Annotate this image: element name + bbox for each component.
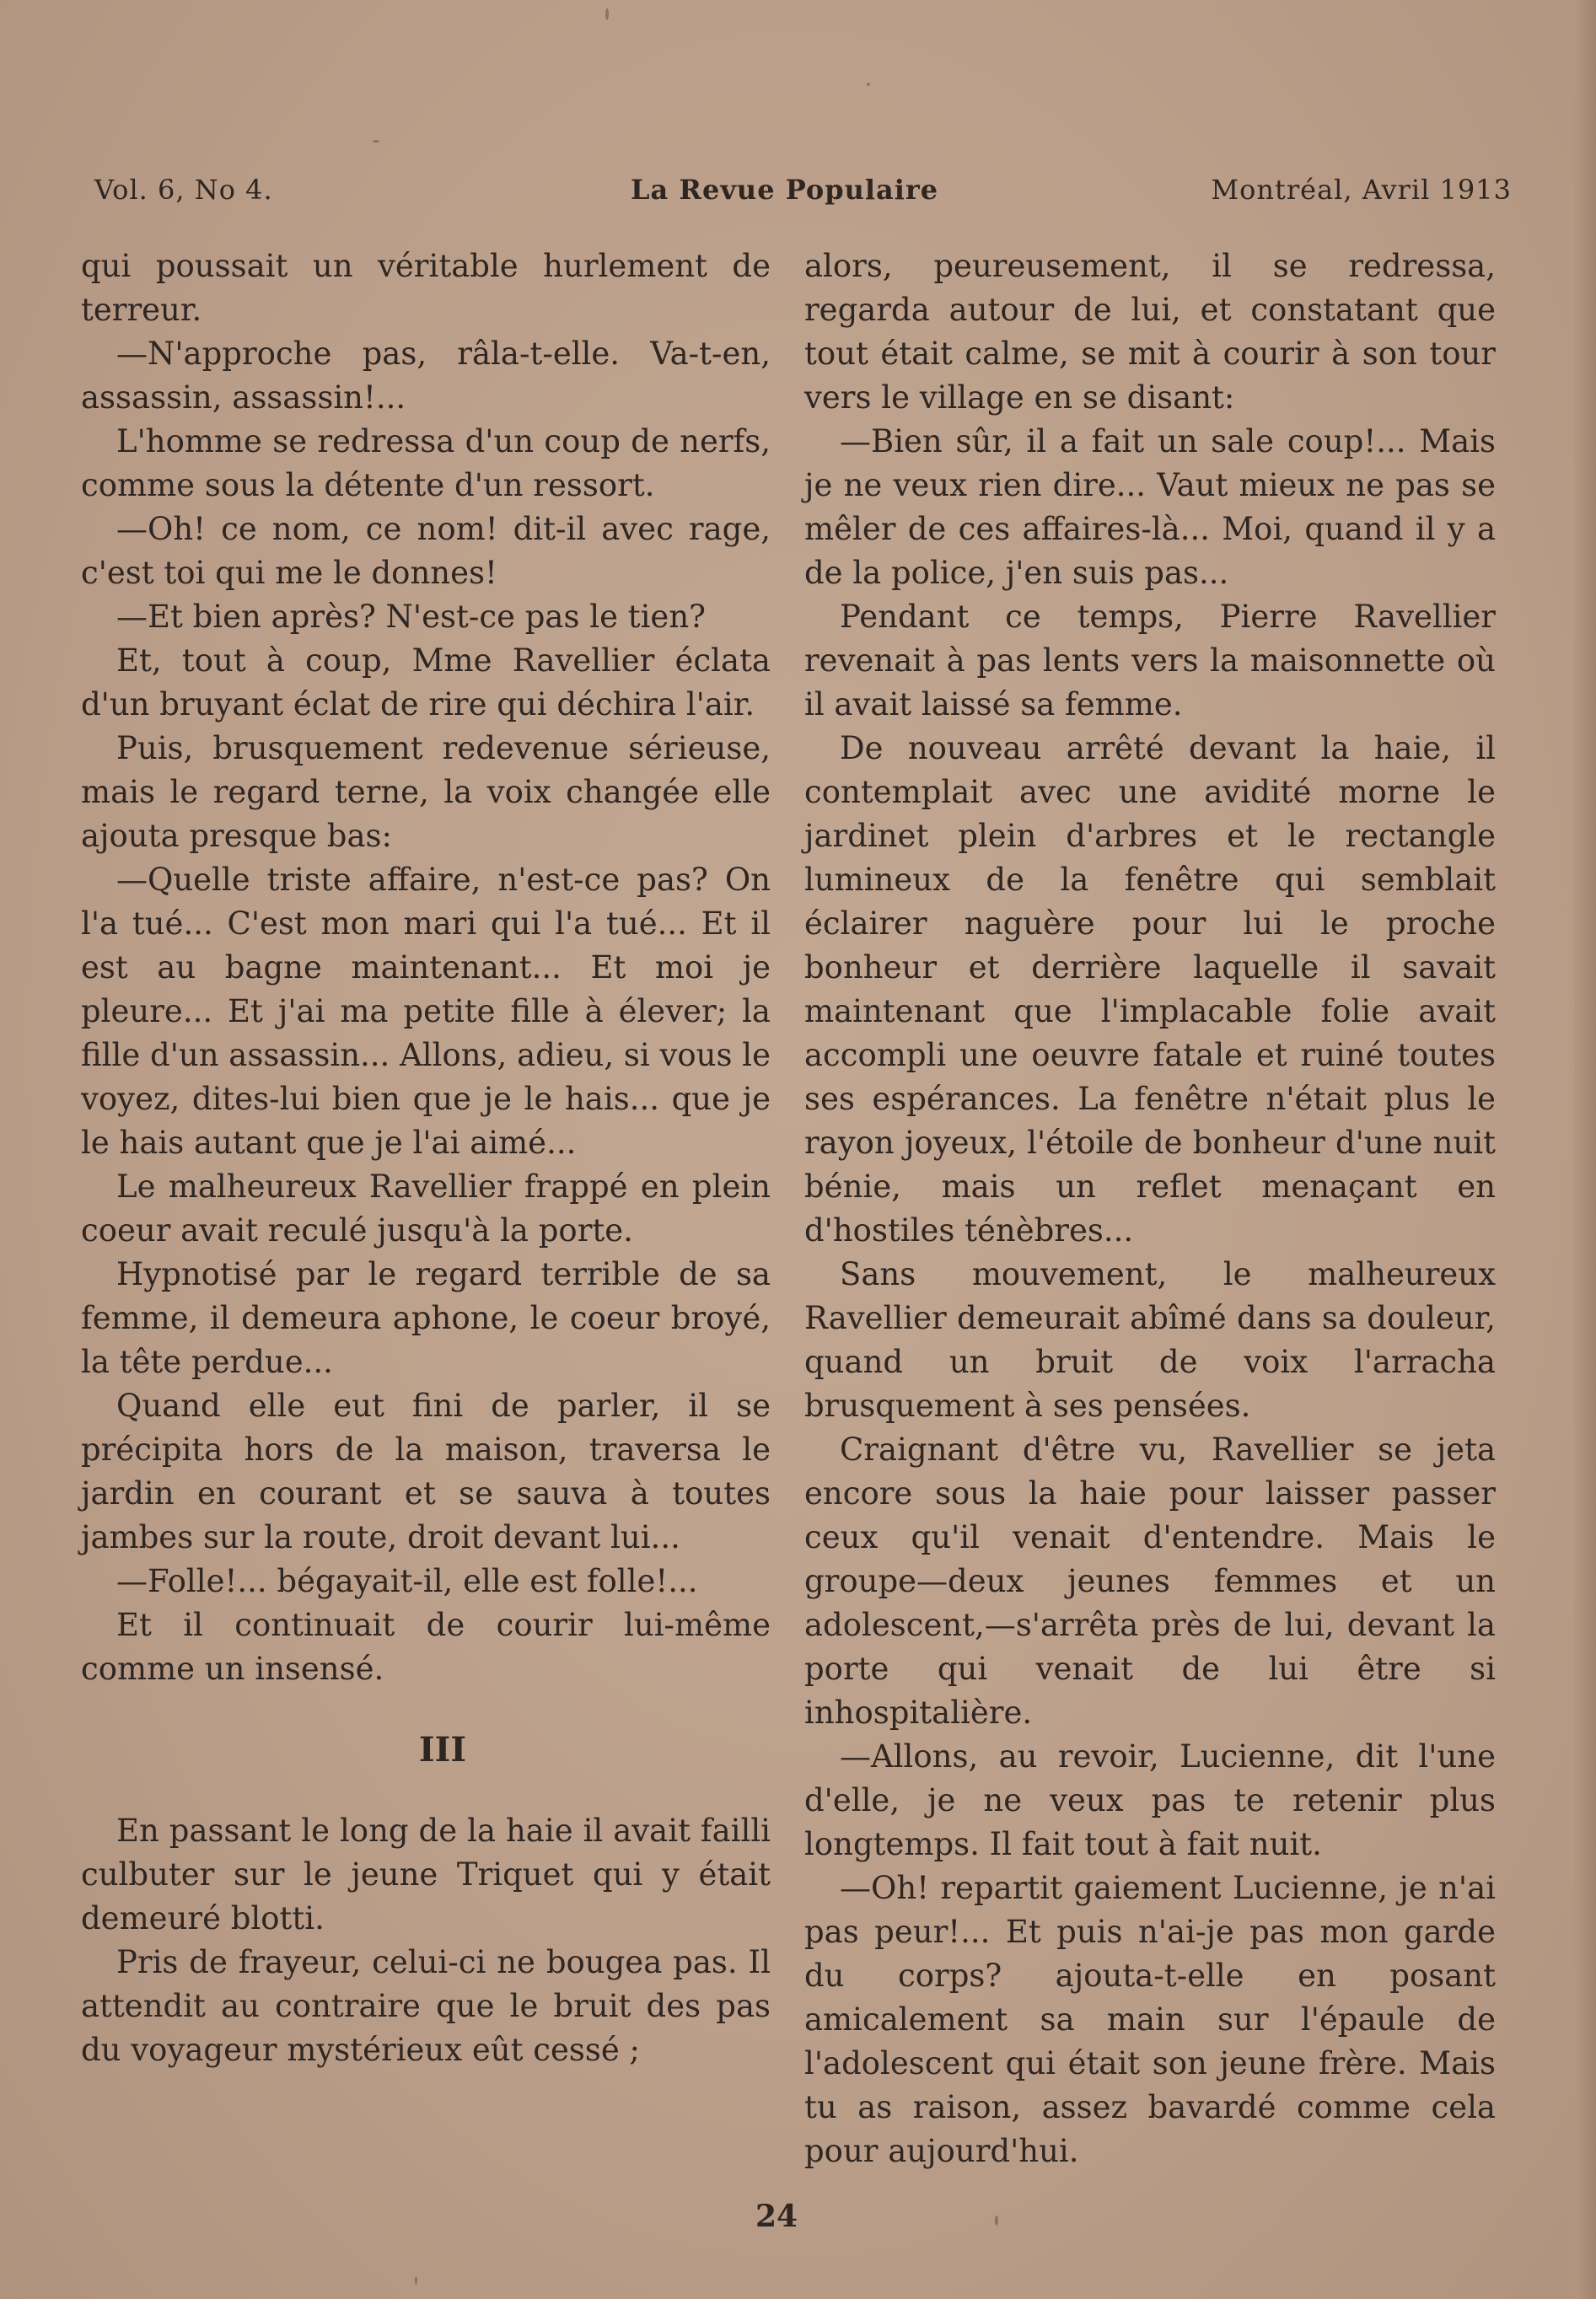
paragraph: alors, peureusement, il se redressa, regarda autour de lui, et constatant que tout était calme, se mit à courir à son tour vers le village en se disant: <box>804 248 1496 416</box>
paragraph: —Oh! ce nom, ce nom! dit-il avec rage, c'est toi qui me le donnes! <box>81 511 771 591</box>
paragraph: —Bien sûr, il a fait un sale coup!... Mais je ne veux rien dire... Vaut mieux ne pas se mêler de ces affaires-là... Moi, quand il y a de la police, j'en suis pas... <box>804 423 1496 591</box>
section-heading: III <box>418 1730 467 1770</box>
paragraph: Sans mouvement, le malheureux Ravellier demeurait abîmé dans sa douleur, quand un bruit de voix l'arracha brusquement à ses pensées. <box>804 1256 1496 1424</box>
paper-speck <box>995 2216 998 2226</box>
paper-speck <box>373 140 379 142</box>
paragraph: L'homme se redressa d'un coup de nerfs, comme sous la détente d'un ressort. <box>81 423 771 503</box>
header-volume: Vol. 6, No 4. <box>94 174 273 206</box>
paragraph: —Et bien après? N'est-ce pas le tien? <box>116 599 706 635</box>
paper-speck <box>605 8 609 20</box>
left-column <box>81 244 771 2072</box>
paragraph: —Allons, au revoir, Lucienne, dit l'une d'elle, je ne veux pas te retenir plus longtemps. Il fait tout à fait nuit. <box>804 1738 1496 1862</box>
paragraph: qui poussait un véritable hurlement de terreur. <box>81 248 771 328</box>
paragraph: —N'approche pas, râla-t-elle. Va-t-en, assassin, assassin!... <box>81 336 771 416</box>
paragraph: Pendant ce temps, Pierre Ravellier revenait à pas lents vers la maisonnette où il avait laissé sa femme. <box>804 599 1496 722</box>
paragraph: Et il continuait de courir lui-même comme un insensé. <box>81 1607 771 1687</box>
header-place-date: Montréal, Avril 1913 <box>1211 174 1512 206</box>
paragraph: Quand elle eut fini de parler, il se précipita hors de la maison, traversa le jardin en courant et se sauva à toutes jambes sur la route, droit devant lui... <box>81 1388 771 1555</box>
header-journal-title: La Revue Populaire <box>631 174 939 206</box>
paragraph: Puis, brusquement redevenue sérieuse, mais le regard terne, la voix changée elle ajouta presque bas: <box>81 730 771 854</box>
paragraph: Pris de frayeur, celui-ci ne bougea pas. Il attendit au contraire que le bruit des pas du voyageur mystérieux eût cessé ; <box>81 1944 771 2068</box>
paragraph: Hypnotisé par le regard terrible de sa femme, il demeura aphone, le coeur broyé, la tête perdue... <box>81 1256 771 1380</box>
running-header <box>94 174 1512 212</box>
paragraph: Le malheureux Ravellier frappé en plein coeur avait reculé jusqu'à la porte. <box>81 1168 771 1249</box>
paragraph: —Folle!... bégayait-il, elle est folle!... <box>116 1563 698 1599</box>
page-number: 24 <box>755 2199 798 2234</box>
paragraph: En passant le long de la haie il avait failli culbuter sur le jeune Triquet qui y était demeuré blotti. <box>81 1813 771 1936</box>
paragraph: —Oh! repartit gaiement Lucienne, je n'ai pas peur!... Et puis n'ai-je pas mon garde du corps? ajouta-t-elle en posant amicalement sa main sur l'épaule de l'adolescent qui était son jeune frère. Mais tu as raison, assez bavardé comme cela pour aujourd'hui. <box>804 1870 1496 2169</box>
paper-speck <box>415 2276 417 2285</box>
page-edge <box>1574 0 1596 2299</box>
paragraph: —Quelle triste affaire, n'est-ce pas? On l'a tué... C'est mon mari qui l'a tué... Et il est au bagne maintenant... Et moi je pleure... Et j'ai ma petite fille à élever; la fille d'un assassin... Allons, adieu, si vous le voyez, dites-lui bien que je le hais... que je le hais autant que je l'ai aimé... <box>81 862 771 1161</box>
paper-speck <box>867 83 870 86</box>
paragraph: Et, tout à coup, Mme Ravellier éclata d'un bruyant éclat de rire qui déchira l'air. <box>81 642 771 722</box>
paragraph: Craignant d'être vu, Ravellier se jeta encore sous la haie pour laisser passer ceux qu'il venait d'entendre. Mais le groupe—deux jeunes femmes et un adolescent,—s'arrêta près de lui, devant la porte qui venait de lui être si inhospitalière. <box>804 1432 1496 1731</box>
paragraph: De nouveau arrêté devant la haie, il contemplait avec une avidité morne le jardinet plein d'arbres et le rectangle lumineux de la fenêtre qui semblait éclairer naguère pour lui le proche bonheur et derrière laquelle il savait maintenant que l'implacable folie avait accompli une oeuvre fatale et ruiné toutes ses espérances. La fenêtre n'était plus le rayon joyeux, l'étoile de bonheur d'une nuit bénie, mais un reflet menaçant en d'hostiles ténèbres... <box>804 730 1496 1249</box>
right-column <box>804 244 1496 2173</box>
